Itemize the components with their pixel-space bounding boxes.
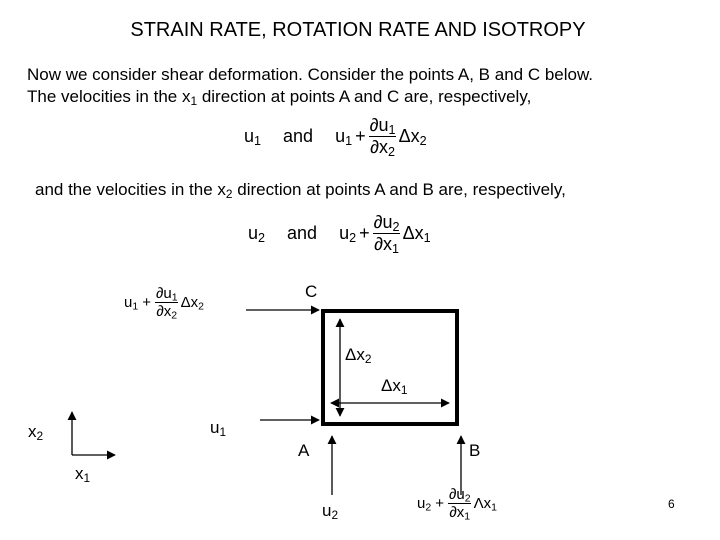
middle-text: and the velocities in the x <box>35 180 226 199</box>
page-number: 6 <box>668 497 675 511</box>
velocity-u1-label: $u_1$ <box>210 418 227 439</box>
middle-sub: 2 <box>225 186 233 201</box>
eq2-u2: $u_2$ <box>248 223 266 246</box>
point-a-label: A <box>298 441 310 460</box>
velocity-c-expression: $u_1$ + $\frac{\partial u_1}{\partial x_2}$ $\Delta x_2$ <box>124 285 204 322</box>
eq2-plus: + <box>359 223 370 243</box>
eq2-fraction: $\frac{\partial u_2}{\partial x_1}$ <box>373 212 400 257</box>
axis-x1-label: $x_1$ <box>75 464 91 485</box>
middle-tail: direction at points A and B are, respectively, <box>232 180 566 199</box>
eq2-and: and <box>287 223 318 243</box>
eq1-delta: $\Delta x_2$ <box>398 126 427 149</box>
eq2-delta: $\Delta x_1$ <box>402 223 431 246</box>
point-c-label: C <box>305 282 318 301</box>
slide-title: STRAIN RATE, ROTATION RATE AND ISOTROPY <box>130 19 586 41</box>
intro-line-2-text: The velocities in the x <box>27 87 191 106</box>
point-b-label: B <box>469 441 481 460</box>
eq2-u2-b: $u_2$ <box>339 223 357 246</box>
eq1-u1-b: $u_1$ <box>335 126 353 149</box>
eq1-u1: $u_1$ <box>244 126 262 149</box>
axis-x2-label: $x_2$ <box>28 422 44 443</box>
intro-line-2-tail: direction at points A and C are, respectively, <box>197 87 532 106</box>
eq1-plus: + <box>355 126 366 146</box>
delta-x2-label: $\Delta x_2$ <box>345 345 372 366</box>
intro-line-2-sub: 1 <box>190 93 198 108</box>
fluid-element-square <box>323 311 457 424</box>
velocity-b-expression: $u_2$ + $\frac{\partial u_2}{\partial x_1}$ $\Lambda x_1$ <box>417 486 497 523</box>
delta-x1-label: $\Delta x_1$ <box>381 376 408 397</box>
eq1-and: and <box>283 126 314 146</box>
intro-line-1: Now we consider shear deformation. Consider the points A, B and C below. <box>27 65 594 84</box>
velocity-u2-label: $u_2$ <box>322 501 339 522</box>
eq1-fraction: $\frac{\partial u_1}{\partial x_2}$ <box>369 115 396 160</box>
